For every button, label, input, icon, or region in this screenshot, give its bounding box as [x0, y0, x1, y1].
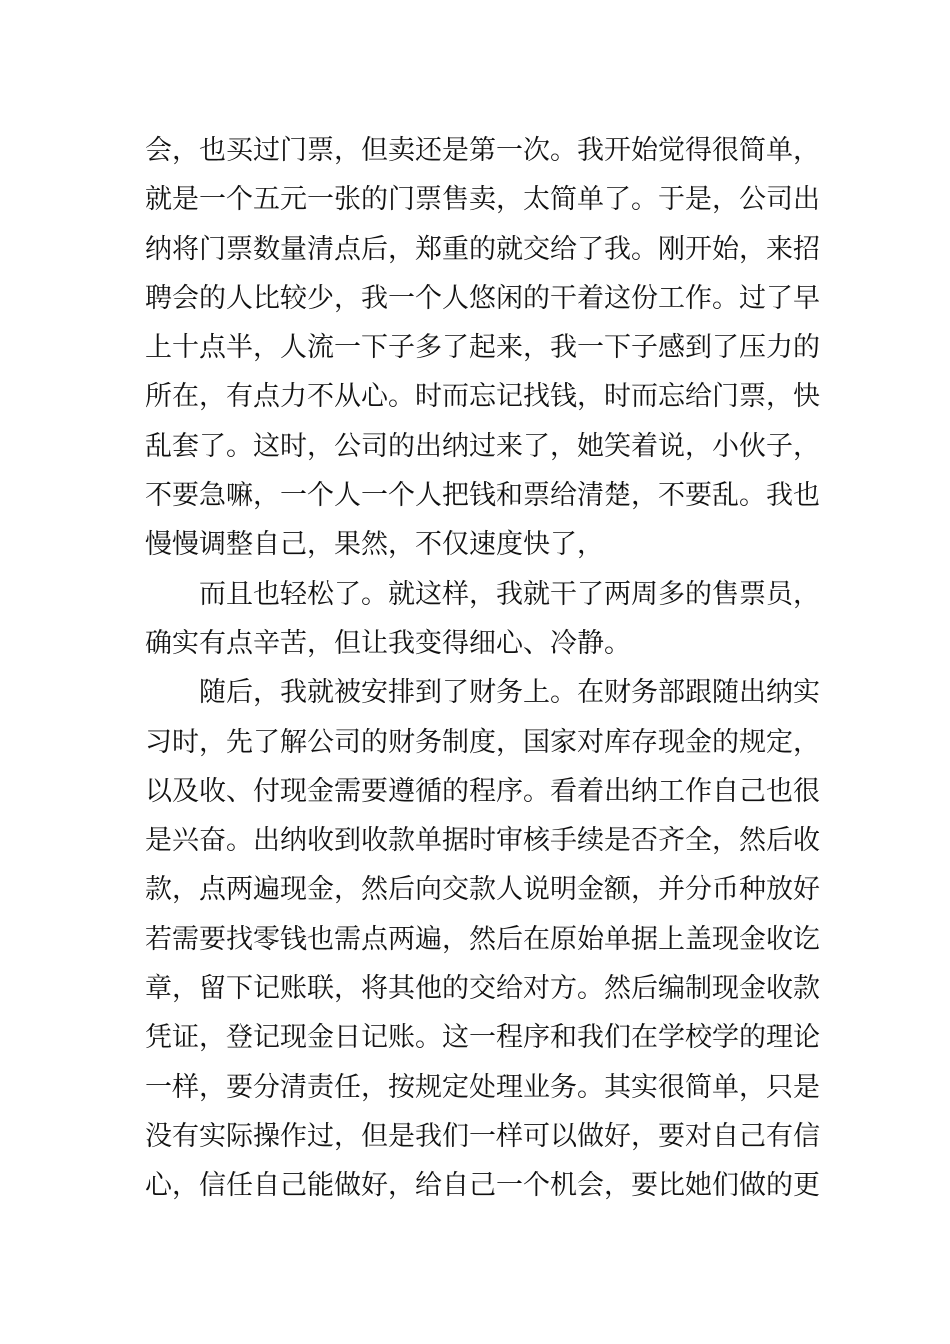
body-text	[145, 126, 820, 1211]
text-line: 凭证，登记现金日记账。这一程序和我们在学校学的理论	[145, 1022, 820, 1054]
text-line: 就是一个五元一张的门票售卖，太简单了。于是，公司出	[145, 184, 820, 216]
text-line: 心，信任自己能做好，给自己一个机会，要比她们做的更	[145, 1170, 820, 1202]
text-line: 是兴奋。出纳收到收款单据时审核手续是否齐全，然后收	[145, 825, 820, 857]
text-line: 一样，要分清责任，按规定处理业务。其实很简单，只是	[145, 1071, 820, 1103]
text-line: 确实有点辛苦，但让我变得细心、冷静。	[145, 627, 631, 659]
paragraph-first-line: 而且也轻松了。就这样，我就干了两周多的售票员，	[199, 578, 820, 610]
text-line: 纳将门票数量清点后，郑重的就交给了我。刚开始，来招	[145, 233, 820, 265]
text-line: 款，点两遍现金，然后向交款人说明金额，并分币种放好	[145, 874, 820, 906]
paragraph-first-line: 随后，我就被安排到了财务上。在财务部跟随出纳实	[199, 677, 820, 709]
text-line: 上十点半，人流一下子多了起来，我一下子感到了压力的	[145, 332, 820, 364]
text-line: 若需要找零钱也需点两遍，然后在原始单据上盖现金收讫	[145, 923, 820, 955]
text-line: 不要急嘛，一个人一个人把钱和票给清楚，不要乱。我也	[145, 480, 820, 512]
text-line: 以及收、付现金需要遵循的程序。看着出纳工作自己也很	[145, 775, 820, 807]
text-line: 习时，先了解公司的财务制度，国家对库存现金的规定，	[145, 726, 820, 758]
text-line: 慢慢调整自己，果然，不仅速度快了，	[145, 529, 604, 561]
text-line: 聘会的人比较少，我一个人悠闲的干着这份工作。过了早	[145, 282, 820, 314]
text-line: 章，留下记账联，将其他的交给对方。然后编制现金收款	[145, 973, 820, 1005]
text-line: 会，也买过门票，但卖还是第一次。我开始觉得很简单，	[145, 135, 820, 166]
text-line: 乱套了。这时，公司的出纳过来了，她笑着说，小伙子，	[145, 430, 820, 462]
text-line: 所在，有点力不从心。时而忘记找钱，时而忘给门票，快	[145, 381, 820, 413]
text-line: 没有实际操作过，但是我们一样可以做好，要对自己有信	[145, 1120, 820, 1152]
